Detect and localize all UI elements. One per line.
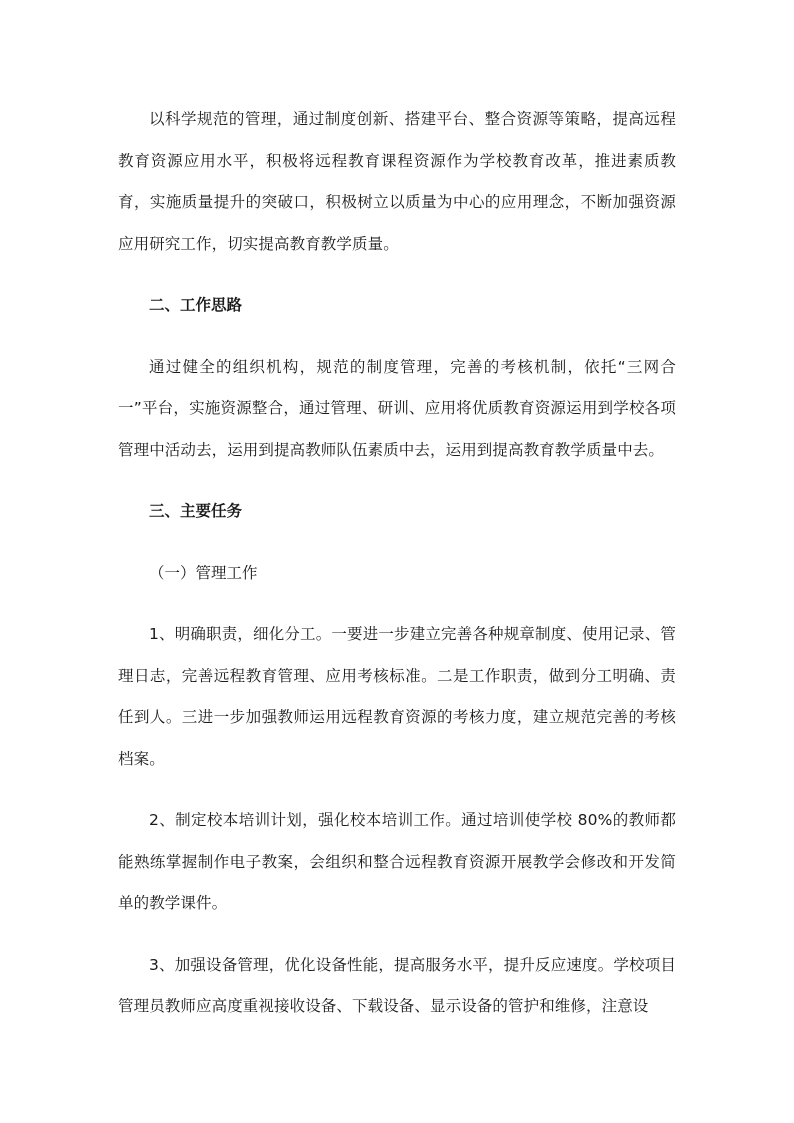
task-paragraph-3: 3、加强设备管理，优化设备性能，提高服务水平，提升反应速度。学校项目管理员教师应高度重视接收设备、下载设备、显示设备的管护和维修，注意设	[118, 955, 676, 1015]
paragraph-gap	[118, 265, 676, 285]
section-heading-work-ideas: 二、工作思路	[149, 296, 243, 314]
paragraph-gap	[118, 533, 676, 553]
document-body	[118, 99, 676, 1028]
section-heading-main-tasks: 三、主要任务	[149, 502, 243, 520]
task-paragraph-1: 1、明确职责，细化分工。一要进一步建立完善各种规章制度、使用记录、管理日志，完善远程教育管理、应用考核标准。二是工作职责，做到分工明确、责任到人。三进一步加强教师运用远程教育资源的考核力度，建立规范完善的考核档案。	[118, 625, 676, 768]
paragraph-gap	[118, 327, 676, 347]
task-paragraph-2: 2、制定校本培训计划，强化校本培训工作。通过培训使学校 80%的教师都能熟练掌握制作电子教案，会组织和整合远程教育资源开展教学会修改和开发简单的教学课件。	[118, 811, 676, 912]
subsection-heading-management: （一）管理工作	[149, 563, 258, 582]
paragraph-gap	[118, 471, 676, 491]
paragraph-gap	[118, 594, 676, 614]
paragraph-gap	[118, 925, 676, 945]
paragraph-gap	[118, 780, 676, 800]
intro-paragraph: 以科学规范的管理，通过制度创新、搭建平台、整合资源等策略，提高远程教育资源应用水平，积极将远程教育课程资源作为学校教育改革，推进素质教育，实施质量提升的突破口，积极树立以质量为中心的应用理念，不断加强资源应用研究工作，切实提高教育教学质量。	[118, 110, 676, 253]
work-ideas-paragraph: 通过健全的组织机构，规范的制度管理，完善的考核机制，依托“三网合一”平台，实施资源整合，通过管理、研训、应用将优质教育资源运用到学校各项管理中活动去，运用到提高教师队伍素质中去，运用到提高教育教学质量中去。	[118, 357, 676, 459]
